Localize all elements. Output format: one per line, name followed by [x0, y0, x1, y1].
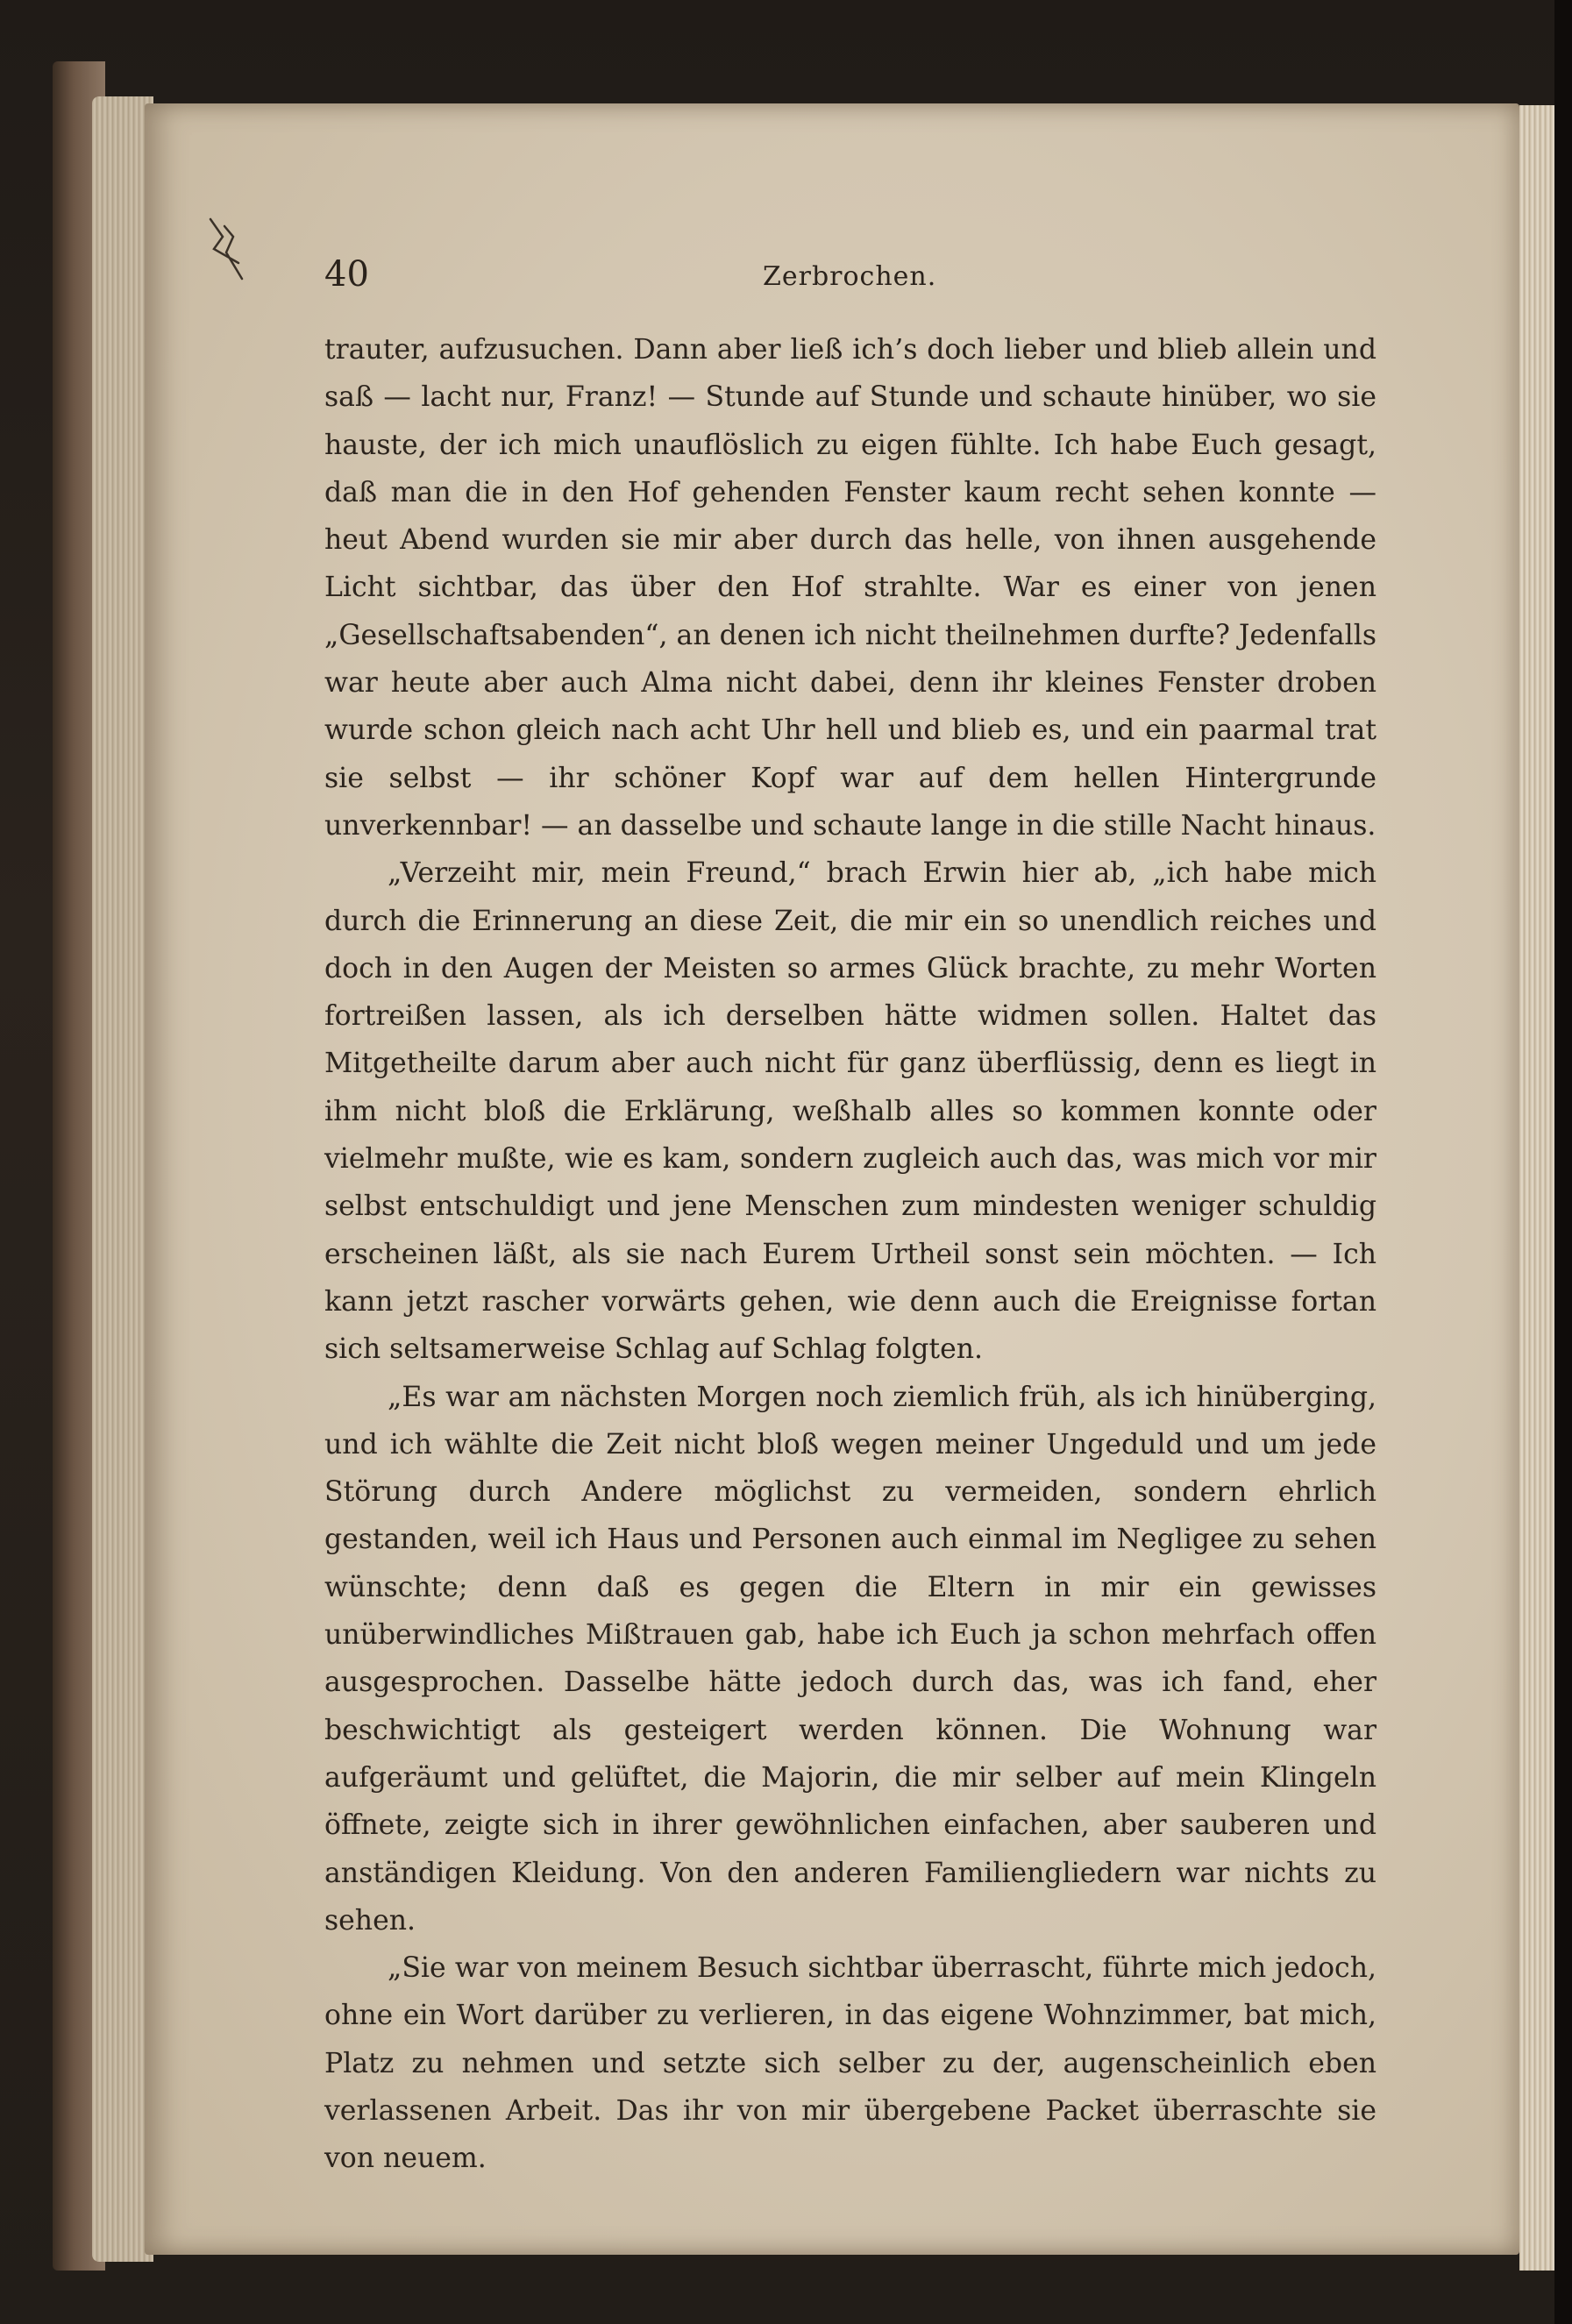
page-number: 40	[324, 254, 369, 295]
body-text	[324, 326, 1376, 2183]
paragraph: „Es war am nächsten Morgen noch ziemlich früh, als ich hinüberging, und ich wählte die Zeit nicht bloß wegen meiner Ungeduld und um jede Störung durch Andere möglichst zu vermeiden, sondern ehrlich gestanden, weil ich Haus und Personen auch einmal im Negligee zu sehen wünschte; denn daß es gegen die Eltern in mir ein gewisses unüberwindliches Mißtrauen gab, habe ich Euch ja schon mehrfach offen ausgesprochen. Dasselbe hätte jedoch durch das, was ich fand, eher beschwichtigt als gesteigert werden können. Die Wohnung war aufgeräumt und gelüftet, die Majorin, die mir selber auf mein Klingeln öffnete, zeigte sich in ihrer gewöhnlichen einfachen, aber sauberen und anständigen Kleidung. Von den anderen Familiengliedern war nichts zu sehen.	[324, 1381, 1376, 1937]
scan-background-edge	[1554, 0, 1572, 2324]
paragraph: trauter, aufzusuchen. Dann aber ließ ich’s doch lieber und blieb allein und saß — lacht nur, Franz! — Stunde auf Stunde und schaute hinüber, wo sie hauste, der ich mich unauflöslich zu eigen fühlte. Ich habe Euch gesagt, daß man die in den Hof gehenden Fenster kaum recht sehen konnte — heut Abend wurden sie mir aber durch das helle, von ihnen ausgehende Licht sichtbar, das über den Hof strahlte. War es einer von jenen „Gesellschaftsabenden“, an denen ich nicht theilnehmen durfte? Jedenfalls war heute aber auch Alma nicht dabei, denn ihr kleines Fenster droben wurde schon gleich nach acht Uhr hell und blieb es, und ein paarmal trat sie selbst — ihr schöner Kopf war auf dem hellen Hintergrunde unverkennbar! — an dasselbe und schaute lange in die stille Nacht hinaus.	[324, 334, 1376, 842]
paragraph: „Sie war von meinem Besuch sichtbar überrascht, führte mich jedoch, ohne ein Wort darüber zu verlieren, in das eigene Wohnzimmer, bat mich, Platz zu nehmen und setzte sich selber zu der, augenscheinlich eben verlassenen Arbeit. Das ihr von mir übergebene Packet überraschte sie von neuem.	[324, 1952, 1376, 2175]
page-header	[324, 254, 1394, 307]
page-edges-right	[1519, 105, 1554, 2271]
pencil-mark-icon	[203, 210, 256, 289]
paragraph: „Verzeiht mir, mein Freund,“ brach Erwin hier ab, „ich habe mich durch die Erinnerung an diese Zeit, die mir ein so unendlich reiches und doch in den Augen der Meisten so armes Glück brachte, zu mehr Worten fortreißen lassen, als ich derselben hätte widmen sollen. Haltet das Mitgetheilte darum aber auch nicht für ganz überflüssig, denn es liegt in ihm nicht bloß die Erklärung, weßhalb alles so kommen konnte oder vielmehr mußte, wie es kam, sondern zugleich auch das, was mich vor mir selbst entschuldigt und jene Menschen zum mindesten weniger schuldig erscheinen läßt, als sie nach Eurem Urtheil sonst sein möchten. — Ich kann jetzt rascher vorwärts gehen, wie denn auch die Ereignisse fortan sich seltsamerweise Schlag auf Schlag folgten.	[324, 857, 1376, 1366]
running-head: Zerbrochen.	[763, 261, 937, 292]
